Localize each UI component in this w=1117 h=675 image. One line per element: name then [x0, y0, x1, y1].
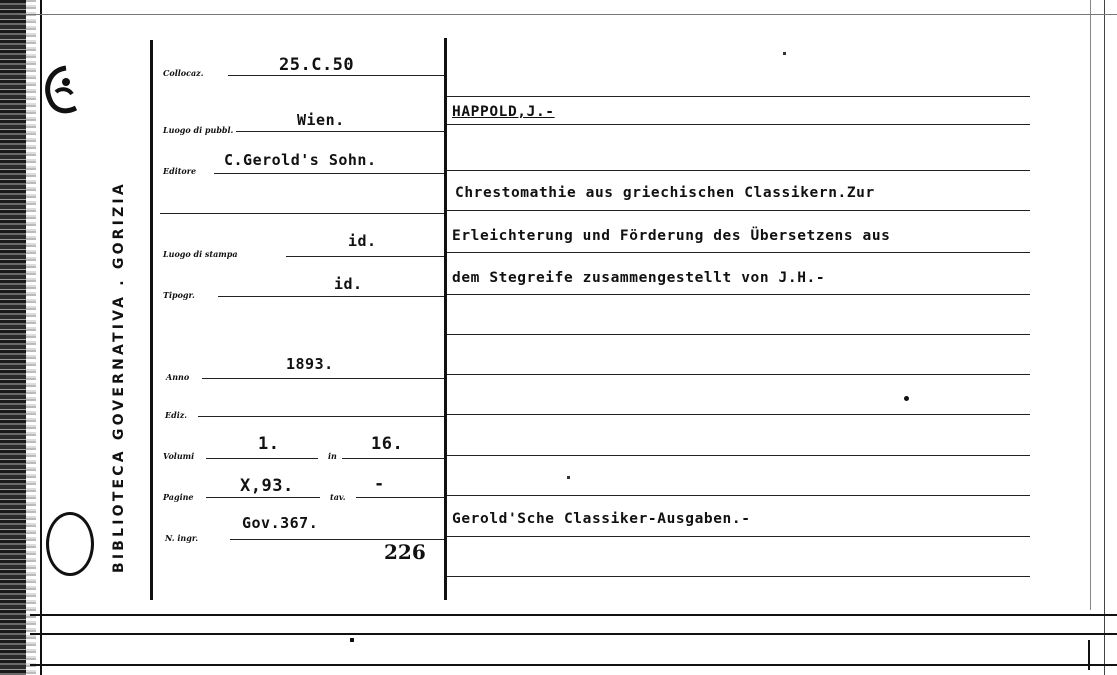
- tipogr-rule: [218, 296, 444, 297]
- blank-rule: [160, 213, 444, 214]
- scan-edge: [0, 0, 26, 675]
- tipogr-label: Tipogr.: [163, 290, 195, 300]
- collocazione-rule: [228, 75, 444, 76]
- pagine-tav-rule: [356, 497, 444, 498]
- pagine-tav-value: -: [374, 474, 385, 494]
- title-line-2: Erleichterung und Förderung des Übersetzens aus: [452, 228, 891, 244]
- backing-line-2: [30, 664, 1117, 666]
- right-rule-7: [447, 334, 1030, 335]
- ink-speck: [904, 396, 909, 401]
- right-rule-11: [447, 495, 1030, 496]
- luogo-pubbl-label: Luogo di pubbl.: [163, 125, 234, 135]
- pagine-tav-label: tav.: [330, 492, 346, 502]
- editore-value: C.Gerold's Sohn.: [224, 151, 377, 169]
- n-ingr-label: N. ingr.: [165, 533, 199, 543]
- card-right-edge-outer: [1104, 0, 1105, 675]
- ink-speck: [350, 638, 354, 642]
- left-column-rule: [150, 40, 153, 600]
- anno-value: 1893.: [286, 355, 334, 373]
- volumi-rule: [206, 458, 318, 459]
- right-rule-10: [447, 455, 1030, 456]
- editore-label: Editore: [163, 166, 197, 176]
- scan-edge-shadow: [26, 0, 36, 675]
- n-ingr-value: Gov.367.: [242, 514, 319, 532]
- volumi-in-rule: [342, 458, 444, 459]
- pagine-value: X,93.: [240, 476, 294, 496]
- backing-line-1: [30, 633, 1117, 635]
- title-line-1: Chrestomathie aus griechischen Classikern.Zur: [455, 185, 875, 201]
- luogo-stampa-rule: [286, 256, 444, 257]
- volumi-label: Volumi: [163, 451, 195, 461]
- luogo-pubbl-value: Wien.: [297, 111, 345, 129]
- right-rule-12: [447, 536, 1030, 537]
- right-rule-1: [447, 96, 1030, 97]
- anno-rule: [202, 378, 444, 379]
- right-rule-4: [447, 210, 1030, 211]
- right-rule-3: [447, 170, 1030, 171]
- center-column-rule: [444, 38, 447, 600]
- right-rule-2: [447, 124, 1030, 125]
- ediz-rule: [198, 416, 444, 417]
- backing-tick: [1088, 640, 1090, 670]
- pagine-rule: [206, 497, 320, 498]
- title-line-3: dem Stegreife zusammengestellt von J.H.-: [452, 270, 826, 286]
- library-emblem-icon: [36, 62, 84, 122]
- card-top-edge: [20, 14, 1117, 15]
- luogo-stampa-label: Luogo di stampa: [163, 249, 238, 259]
- tipogr-value: id.: [334, 275, 363, 293]
- anno-label: Anno: [166, 372, 190, 382]
- pagine-label: Pagine: [163, 492, 194, 502]
- card-right-edge: [1090, 0, 1091, 610]
- volumi-in-value: 16.: [371, 434, 404, 454]
- ediz-label: Ediz.: [165, 410, 188, 420]
- luogo-stampa-value: id.: [348, 232, 377, 250]
- right-rule-8: [447, 374, 1030, 375]
- ink-speck: [783, 52, 786, 55]
- punch-hole: [46, 512, 94, 576]
- luogo-pubbl-rule: [236, 131, 444, 132]
- collocazione-value: 25.C.50: [279, 55, 355, 75]
- series-note: Gerold'Sche Classiker-Ausgaben.-: [452, 511, 751, 527]
- volumi-in-label: in: [328, 451, 337, 461]
- editore-rule: [214, 173, 444, 174]
- collocazione-label: Collocaz.: [163, 68, 204, 78]
- right-rule-6: [447, 294, 1030, 295]
- handwritten-number: 226: [384, 540, 426, 564]
- card-bottom-edge: [30, 614, 1117, 616]
- author-heading: HAPPOLD,J.-: [452, 104, 555, 120]
- right-rule-9: [447, 414, 1030, 415]
- volumi-value: 1.: [258, 434, 280, 454]
- right-rule-5: [447, 252, 1030, 253]
- ink-speck: [567, 476, 570, 479]
- right-rule-13: [447, 576, 1030, 577]
- library-stamp: BIBLIOTECA GOVERNATIVA . GORIZIA: [111, 181, 127, 573]
